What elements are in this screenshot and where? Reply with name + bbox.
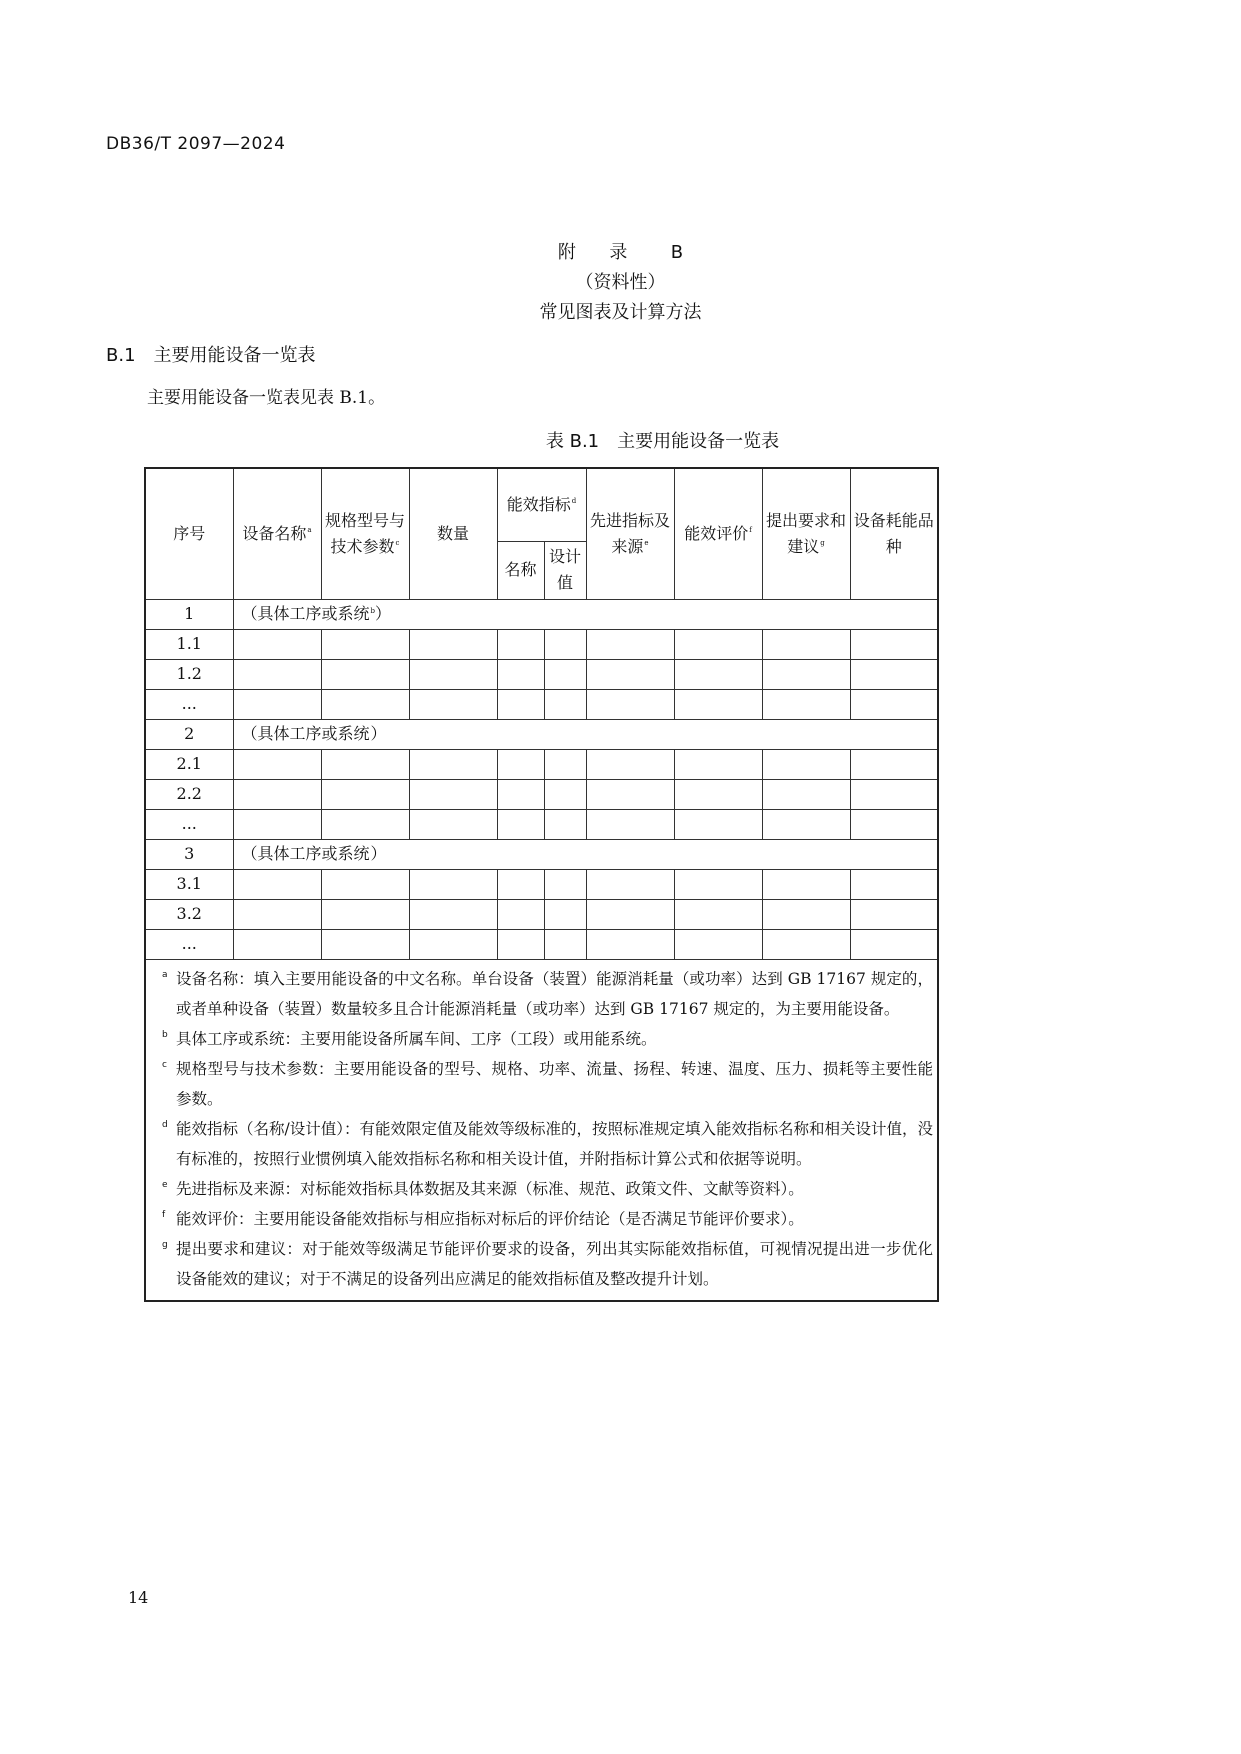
empty-cell[interactable] bbox=[586, 629, 674, 659]
table-group-row bbox=[145, 719, 938, 749]
group-label: （具体工序或系统） bbox=[233, 839, 938, 869]
empty-cell[interactable] bbox=[674, 689, 762, 719]
table-note bbox=[162, 1174, 933, 1204]
empty-cell[interactable] bbox=[762, 809, 850, 839]
row-seq: 3.2 bbox=[145, 899, 233, 929]
empty-cell[interactable] bbox=[674, 899, 762, 929]
empty-cell[interactable] bbox=[233, 899, 321, 929]
empty-cell[interactable] bbox=[321, 809, 409, 839]
empty-cell[interactable] bbox=[409, 869, 497, 899]
empty-cell[interactable] bbox=[409, 749, 497, 779]
table-notes bbox=[145, 959, 938, 1301]
table-caption-number: 表 B.1 bbox=[545, 431, 600, 452]
note-marker: d bbox=[162, 1119, 168, 1130]
appendix-type: （资料性） bbox=[575, 272, 666, 293]
note-text: 先进指标及来源：对标能效指标具体数据及其来源（标准、规范、政策文件、文献等资料）。 bbox=[176, 1179, 804, 1198]
empty-cell[interactable] bbox=[674, 929, 762, 959]
table-group-row bbox=[145, 839, 938, 869]
empty-cell[interactable] bbox=[586, 779, 674, 809]
empty-cell[interactable] bbox=[497, 869, 544, 899]
empty-cell[interactable] bbox=[762, 869, 850, 899]
empty-cell[interactable] bbox=[674, 809, 762, 839]
empty-cell[interactable] bbox=[850, 899, 938, 929]
empty-cell[interactable] bbox=[674, 779, 762, 809]
table-row bbox=[145, 809, 938, 839]
empty-cell[interactable] bbox=[233, 869, 321, 899]
empty-cell[interactable] bbox=[586, 809, 674, 839]
empty-cell[interactable] bbox=[409, 929, 497, 959]
appendix-subject: 常见图表及计算方法 bbox=[539, 302, 702, 323]
empty-cell[interactable] bbox=[233, 929, 321, 959]
empty-cell[interactable] bbox=[233, 809, 321, 839]
empty-cell[interactable] bbox=[544, 779, 586, 809]
empty-cell[interactable] bbox=[321, 869, 409, 899]
row-seq: 2.2 bbox=[145, 779, 233, 809]
row-seq: 1.1 bbox=[145, 629, 233, 659]
empty-cell[interactable] bbox=[233, 749, 321, 779]
empty-cell[interactable] bbox=[586, 869, 674, 899]
empty-cell[interactable] bbox=[321, 629, 409, 659]
empty-cell[interactable] bbox=[850, 689, 938, 719]
empty-cell[interactable] bbox=[409, 809, 497, 839]
row-seq: 2 bbox=[145, 719, 233, 749]
appendix-word-2: 录 bbox=[609, 242, 628, 263]
header-energy-type: 设备耗能品种 bbox=[850, 468, 938, 599]
empty-cell[interactable] bbox=[586, 929, 674, 959]
header-advanced-index: 先进指标及来源$^e$ bbox=[586, 468, 674, 599]
empty-cell[interactable] bbox=[762, 899, 850, 929]
empty-cell[interactable] bbox=[233, 779, 321, 809]
empty-cell[interactable] bbox=[497, 749, 544, 779]
page-number: 14 bbox=[128, 1588, 149, 1607]
row-seq: 1.2 bbox=[145, 659, 233, 689]
row-seq: 2.1 bbox=[145, 749, 233, 779]
empty-cell[interactable] bbox=[762, 659, 850, 689]
table-note bbox=[162, 1204, 933, 1234]
empty-cell[interactable] bbox=[586, 749, 674, 779]
note-text: 规格型号与技术参数：主要用能设备的型号、规格、功率、流量、扬程、转速、温度、压力、损耗等主要性能参数。 bbox=[176, 1059, 933, 1108]
empty-cell[interactable] bbox=[850, 809, 938, 839]
empty-cell[interactable] bbox=[762, 779, 850, 809]
header-spec: 规格型号与技术参数$^c$ bbox=[321, 468, 409, 599]
note-text: 能效指标（名称/设计值）：有能效限定值及能效等级标准的，按照标准规定填入能效指标名称和相关设计值，没有标准的，按照行业惯例填入能效指标名称和相关设计值，并附指标计算公式和依据等说明。 bbox=[176, 1119, 933, 1168]
empty-cell[interactable] bbox=[762, 749, 850, 779]
empty-cell[interactable] bbox=[497, 629, 544, 659]
empty-cell[interactable] bbox=[544, 809, 586, 839]
appendix-title bbox=[0, 238, 1241, 264]
table-row bbox=[145, 929, 938, 959]
empty-cell[interactable] bbox=[850, 779, 938, 809]
row-seq: ... bbox=[145, 929, 233, 959]
row-seq: 3 bbox=[145, 839, 233, 869]
table-group-row bbox=[145, 599, 938, 629]
empty-cell[interactable] bbox=[321, 689, 409, 719]
empty-cell[interactable] bbox=[544, 689, 586, 719]
empty-cell[interactable] bbox=[586, 899, 674, 929]
empty-cell[interactable] bbox=[233, 659, 321, 689]
empty-cell[interactable] bbox=[850, 929, 938, 959]
empty-cell[interactable] bbox=[497, 929, 544, 959]
header-equipment-name: 设备名称$^a$ bbox=[233, 468, 321, 599]
empty-cell[interactable] bbox=[586, 689, 674, 719]
empty-cell[interactable] bbox=[674, 749, 762, 779]
header-evaluation: 能效评价$^f$ bbox=[674, 468, 762, 599]
empty-cell[interactable] bbox=[544, 929, 586, 959]
empty-cell[interactable] bbox=[497, 899, 544, 929]
empty-cell[interactable] bbox=[409, 689, 497, 719]
note-marker: f bbox=[162, 1209, 166, 1220]
header-seq: 序号 bbox=[145, 468, 233, 599]
section-number: B.1 bbox=[106, 345, 136, 366]
document-id: DB36/T 2097—2024 bbox=[106, 134, 286, 154]
header-quantity: 数量 bbox=[409, 468, 497, 599]
table-note bbox=[162, 1234, 933, 1294]
row-seq: ... bbox=[145, 689, 233, 719]
header-efficiency-design: 设计值 bbox=[544, 541, 586, 599]
note-marker: b bbox=[162, 1029, 168, 1040]
empty-cell[interactable] bbox=[544, 659, 586, 689]
table-row bbox=[145, 899, 938, 929]
row-seq: 1 bbox=[145, 599, 233, 629]
table-note bbox=[162, 1114, 933, 1174]
empty-cell[interactable] bbox=[586, 659, 674, 689]
empty-cell[interactable] bbox=[850, 659, 938, 689]
empty-cell[interactable] bbox=[850, 869, 938, 899]
empty-cell[interactable] bbox=[544, 869, 586, 899]
table-row bbox=[145, 779, 938, 809]
section-heading bbox=[106, 341, 316, 367]
note-text: 提出要求和建议：对于能效等级满足节能评价要求的设备，列出其实际能效指标值，可视情况提出进一步优化设备能效的建议；对于不满足的设备列出应满足的能效指标值及整改提升计划。 bbox=[176, 1239, 933, 1288]
header-requirements: 提出要求和建议$^g$ bbox=[762, 468, 850, 599]
empty-cell[interactable] bbox=[850, 749, 938, 779]
empty-cell[interactable] bbox=[321, 899, 409, 929]
equipment-table bbox=[144, 467, 939, 1302]
note-marker: g bbox=[162, 1239, 168, 1250]
empty-cell[interactable] bbox=[409, 629, 497, 659]
empty-cell[interactable] bbox=[544, 899, 586, 929]
empty-cell[interactable] bbox=[409, 779, 497, 809]
empty-cell[interactable] bbox=[762, 629, 850, 659]
empty-cell[interactable] bbox=[497, 779, 544, 809]
empty-cell[interactable] bbox=[321, 779, 409, 809]
empty-cell[interactable] bbox=[497, 689, 544, 719]
empty-cell[interactable] bbox=[850, 629, 938, 659]
table-row bbox=[145, 869, 938, 899]
empty-cell[interactable] bbox=[233, 629, 321, 659]
empty-cell[interactable] bbox=[321, 929, 409, 959]
note-marker: e bbox=[162, 1179, 168, 1190]
empty-cell[interactable] bbox=[544, 749, 586, 779]
group-label: （具体工序或系统） bbox=[233, 719, 938, 749]
empty-cell[interactable] bbox=[674, 629, 762, 659]
empty-cell[interactable] bbox=[409, 899, 497, 929]
empty-cell[interactable] bbox=[497, 659, 544, 689]
header-efficiency-name: 名称 bbox=[497, 541, 544, 599]
table-row bbox=[145, 629, 938, 659]
empty-cell[interactable] bbox=[674, 869, 762, 899]
row-seq: 3.1 bbox=[145, 869, 233, 899]
empty-cell[interactable] bbox=[497, 809, 544, 839]
note-text: 具体工序或系统：主要用能设备所属车间、工序（工段）或用能系统。 bbox=[176, 1029, 657, 1048]
note-marker: a bbox=[162, 969, 168, 980]
group-label: （具体工序或系统$^b$） bbox=[233, 599, 938, 629]
intro-paragraph: 主要用能设备一览表见表 B.1。 bbox=[147, 388, 386, 408]
empty-cell[interactable] bbox=[321, 749, 409, 779]
note-text: 能效评价：主要用能设备能效指标与相应指标对标后的评价结论（是否满足节能评价要求）。 bbox=[176, 1209, 804, 1228]
header-efficiency-index: 能效指标$^d$ bbox=[497, 468, 586, 541]
section-title: 主要用能设备一览表 bbox=[153, 345, 316, 366]
table-caption bbox=[42, 427, 1241, 453]
empty-cell[interactable] bbox=[233, 689, 321, 719]
table-row bbox=[145, 749, 938, 779]
note-text: 设备名称：填入主要用能设备的中文名称。单台设备（装置）能源消耗量（或功率）达到 GB 17167 规定的，或者单种设备（装置）数量较多且合计能源消耗量（或功率）达到 GB 17167 规定的，为主要用能设备。 bbox=[176, 969, 933, 1018]
table-note bbox=[162, 1054, 933, 1114]
row-seq: ... bbox=[145, 809, 233, 839]
empty-cell[interactable] bbox=[321, 659, 409, 689]
table-note bbox=[162, 1024, 933, 1054]
empty-cell[interactable] bbox=[409, 659, 497, 689]
empty-cell[interactable] bbox=[544, 629, 586, 659]
empty-cell[interactable] bbox=[762, 929, 850, 959]
empty-cell[interactable] bbox=[762, 689, 850, 719]
appendix-letter: B bbox=[670, 242, 684, 263]
appendix-word-1: 附 bbox=[557, 242, 576, 263]
table-note bbox=[162, 964, 933, 1024]
table-caption-title: 主要用能设备一览表 bbox=[617, 431, 780, 452]
table-row bbox=[145, 659, 938, 689]
table-row bbox=[145, 689, 938, 719]
note-marker: c bbox=[162, 1059, 167, 1070]
empty-cell[interactable] bbox=[674, 659, 762, 689]
